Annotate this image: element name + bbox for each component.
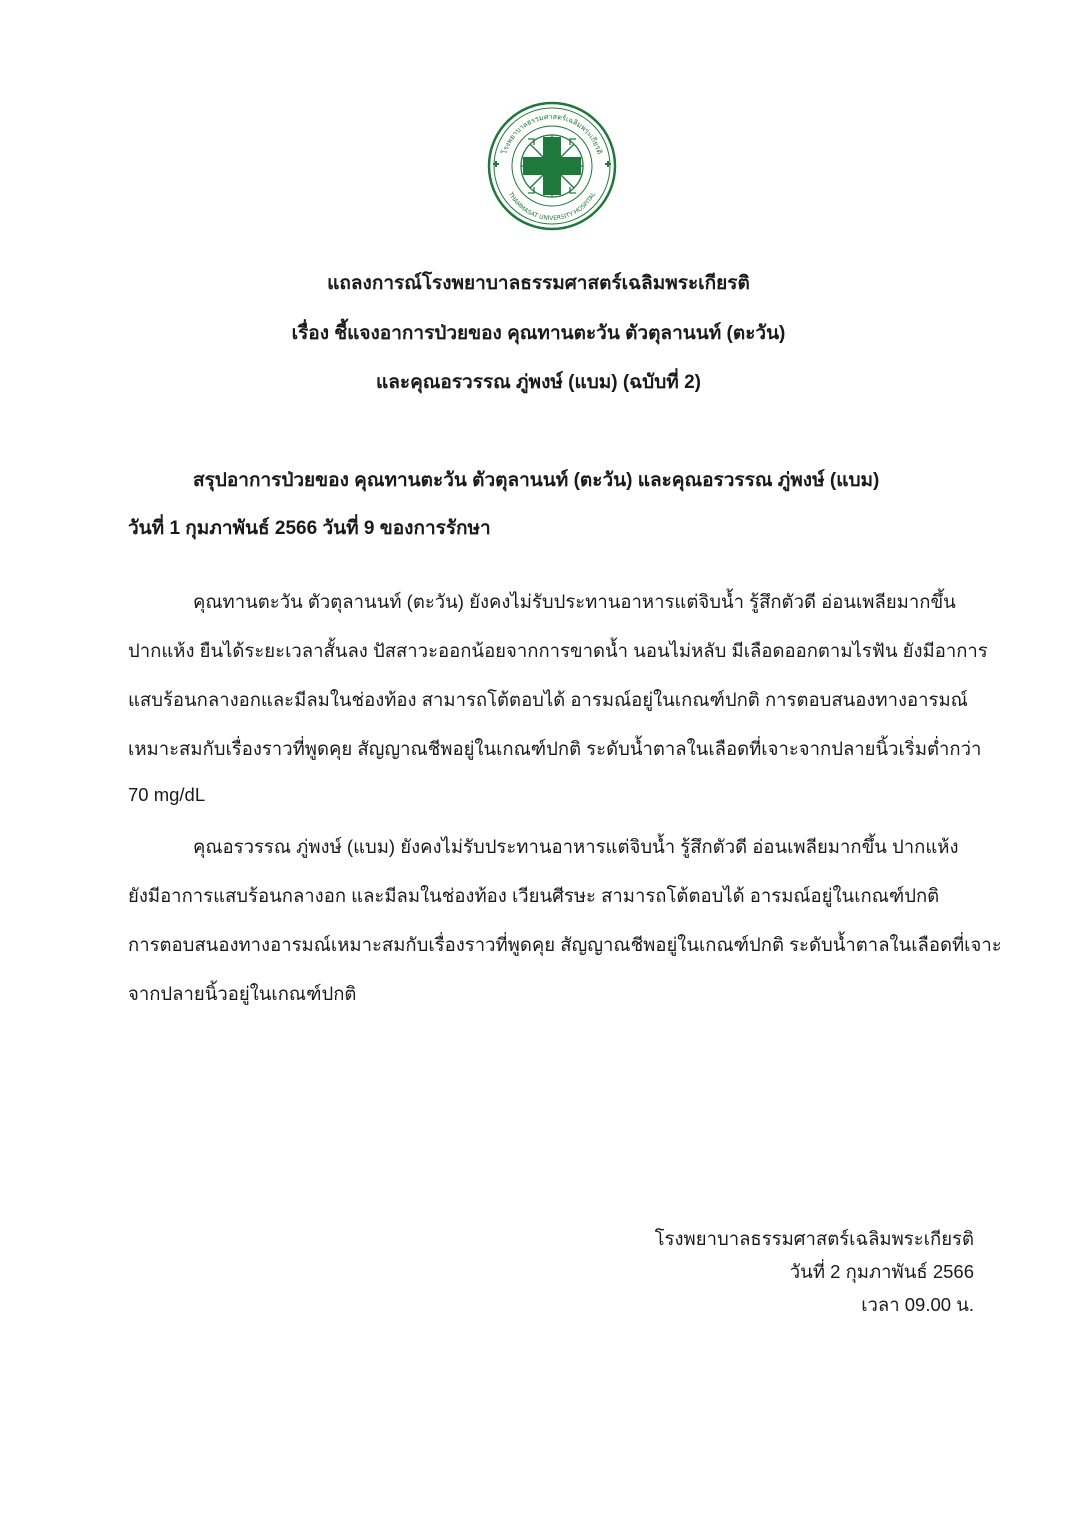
paragraph-1-line: เหมาะสมกับเรื่องราวที่พูดคุย สัญญาณชีพอยู่ในเกณฑ์ปกติ ระดับน้ำตาลในเลือดที่เจาะจากปลายนิ้วเริ่มต่ำกว่า [128,738,982,759]
statement-subject-cont: และคุณอรวรรณ ภู่พงษ์ (แบม) (ฉบับที่ 2) [375,372,701,393]
statement-title: แถลงการณ์โรงพยาบาลธรรมศาสตร์เฉลิมพระเกียรติ [327,273,750,294]
summary-date: วันที่ 1 กุมภาพันธ์ 2566 วันที่ 9 ของการรักษา [128,518,491,539]
paragraph-2-line: ยังมีอาการแสบร้อนกลางอก และมีลมในช่องท้อง เวียนศีรษะ สามารถโต้ตอบได้ อารมณ์อยู่ในเกณฑ์ปกติ [128,885,940,906]
paragraph-2-line: จากปลายนิ้วอยู่ในเกณฑ์ปกติ [128,983,357,1004]
paragraph-1-line: ปากแห้ง ยืนได้ระยะเวลาสั้นลง ปัสสาวะออกน้อยจากการขาดน้ำ นอนไม่หลับ มีเลือดออกตามไรฟัน ยังมีอาการ [128,640,988,661]
hospital-seal-logo [487,101,617,231]
paragraph-2-line: การตอบสนองทางอารมณ์เหมาะสมกับเรื่องราวที่พูดคุย สัญญาณชีพอยู่ในเกณฑ์ปกติ ระดับน้ำตาลในเลือดที่เจาะ [128,934,1002,955]
seal-ring-text-bottom: THAMMASAT UNIVERSITY HOSPITAL [506,191,598,223]
signature-date: วันที่ 2 กุมภาพันธ์ 2566 [789,1261,974,1282]
seal-ring-text-top: โรงพยาบาลธรรมศาสตร์เฉลิมพระเกียรติ [499,111,605,156]
signature-time: เวลา 09.00 น. [861,1294,974,1315]
paragraph-1-line: 70 mg/dL [128,784,206,805]
summary-title: สรุปอาการป่วยของ คุณทานตะวัน ตัวตุลานนท์ (ตะวัน) และคุณอรวรรณ ภู่พงษ์ (แบม) [193,470,880,491]
paragraph-2-line: คุณอรวรรณ ภู่พงษ์ (แบม) ยังคงไม่รับประทานอาหารแต่จิบน้ำ รู้สึกตัวดี อ่อนเพลียมากขึ้น ปากแห้ง [193,836,959,857]
paragraph-1-line: แสบร้อนกลางอกและมีลมในช่องท้อง สามารถโต้ตอบได้ อารมณ์อยู่ในเกณฑ์ปกติ การตอบสนองทางอารมณ์ [128,689,968,710]
paragraph-1-line: คุณทานตะวัน ตัวตุลานนท์ (ตะวัน) ยังคงไม่รับประทานอาหารแต่จิบน้ำ รู้สึกตัวดี อ่อนเพลียมากขึ้น [193,591,956,612]
signature-org: โรงพยาบาลธรรมศาสตร์เฉลิมพระเกียรติ [654,1228,974,1249]
statement-subject: เรื่อง ชี้แจงอาการป่วยของ คุณทานตะวัน ตัวตุลานนท์ (ตะวัน) [291,323,786,344]
